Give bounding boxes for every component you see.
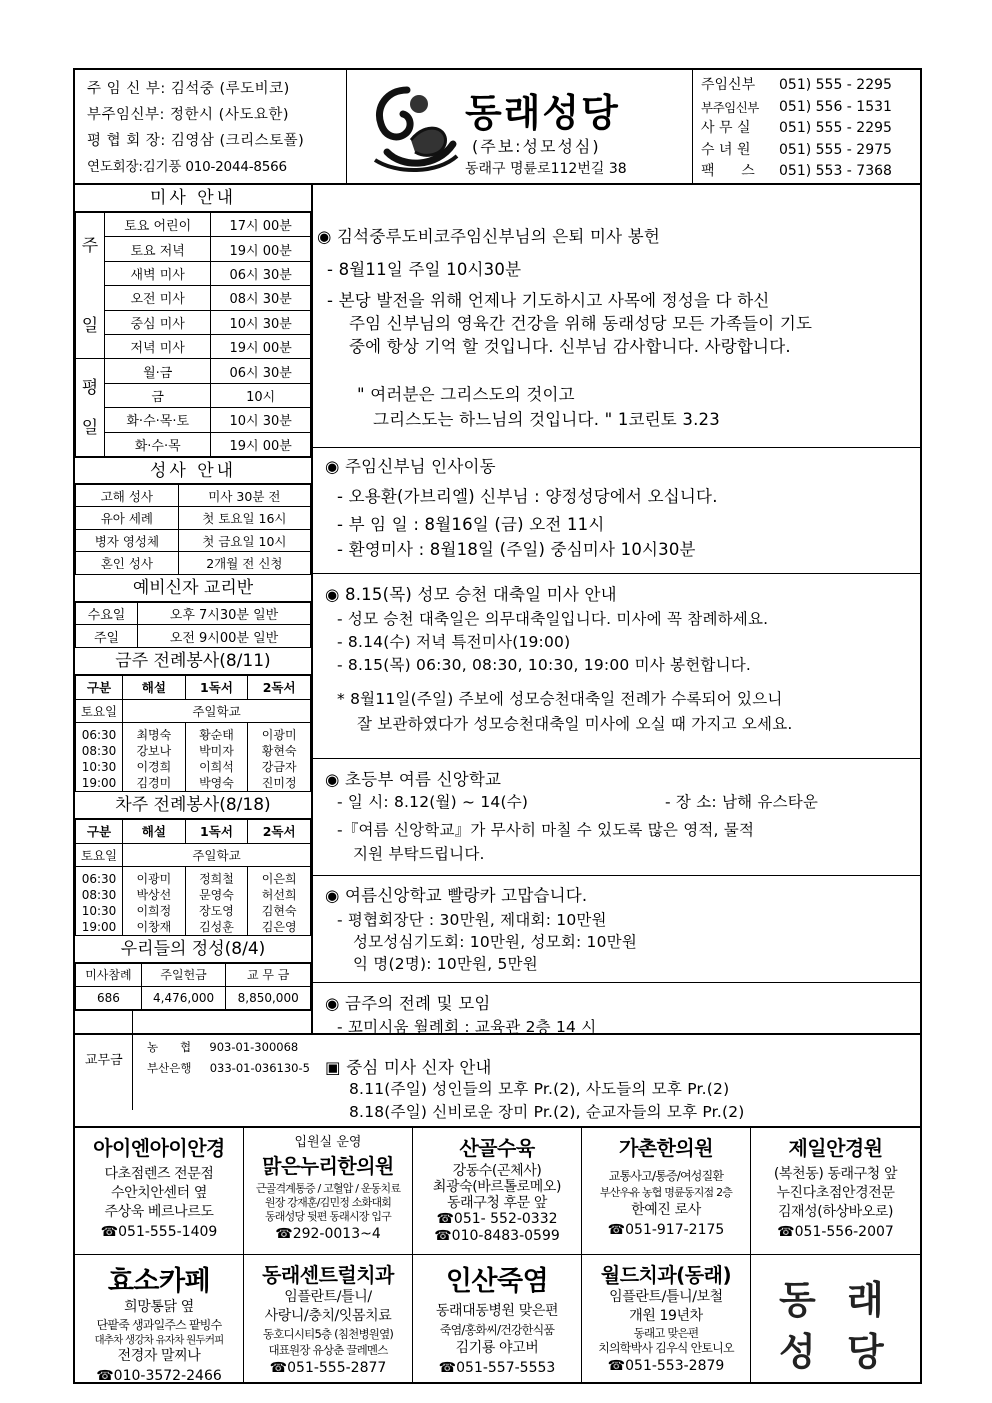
church-identity [347, 70, 692, 183]
ad-church-name [751, 1255, 920, 1382]
offering-value: 8,850,000 [226, 986, 311, 1009]
sacrament-time: 미사 30분 전 [178, 484, 310, 507]
contact-row [701, 75, 920, 97]
contact-list [692, 70, 920, 183]
mass-time: 08시 30분 [211, 286, 311, 310]
ad-line: 희망통닭 옆 [124, 1299, 194, 1315]
section-line: 성모성심기도회: 10만원, 성모회: 10만원 [353, 933, 638, 951]
main-content [313, 185, 922, 1035]
ad-oriental-clinic [582, 1128, 751, 1255]
section-line: - 본당 발전을 위해 언제나 기도하시고 사목에 정성을 다 하신 [327, 291, 770, 310]
names-cell: 이광미 박상선 이희정 이창재 [123, 866, 186, 935]
ad-line: 임플란트/틀니/ [284, 1289, 372, 1305]
section-title: ◉ 김석중루도비코주임신부님의 은퇴 미사 봉헌 [317, 227, 661, 246]
ad-dental [244, 1255, 413, 1382]
contact-number: 051) 555 - 2975 [779, 141, 892, 158]
mass-name: 화·수·목 [105, 432, 211, 456]
bank-accounts [132, 1011, 310, 1110]
section-title: ◉ 금주의 전례 및 모임 [325, 994, 491, 1013]
ad-phone: ☎ 051-555-1409 [75, 1222, 243, 1242]
ad-optical-2 [751, 1128, 920, 1255]
section-title: ◉ 8.15(목) 성모 승천 대축일 미사 안내 [325, 585, 617, 604]
contact-label: 팩 스 [701, 163, 755, 179]
ad-phone: ☎ 051-917-2175 [582, 1220, 750, 1240]
contact-number: 051) 553 - 7368 [779, 163, 892, 179]
church-title: 동래성당 [465, 91, 620, 135]
table-row [76, 675, 311, 699]
ad-line: 주상욱 베르나르도 [104, 1204, 214, 1220]
staff-pastor: 주 임 신 부: 김석중 (루도비코) [87, 81, 290, 97]
mass-name: 새벽 미사 [105, 261, 211, 285]
contact-label: 사 무 실 [701, 120, 751, 136]
ad-name: 가촌한의원 [618, 1136, 714, 1160]
mass-time: 17시 00분 [211, 213, 311, 237]
ad-optical [75, 1128, 244, 1255]
bank-label: 교무금 [85, 1052, 123, 1068]
names-cell: 이광미 황현숙 강금자 진미정 [248, 722, 311, 791]
section-line: 잘 보관하였다가 성모승천대축일 미사에 오실 때 가지고 오세요. [357, 715, 793, 733]
left-border-line [73, 1035, 75, 1126]
church-char: 동 [779, 1278, 816, 1322]
section-title: ▣ 중심 미사 신자 안내 [325, 1058, 492, 1077]
staff-district: 연도회장:김기풍 010-2044-8566 [87, 159, 287, 175]
ad-restaurant [413, 1128, 582, 1255]
sunday-label-1: 주 [81, 235, 99, 256]
offering-value: 4,476,000 [141, 986, 226, 1009]
section-line: 8.11(주일) 성인들의 모후 Pr.(2), 사도들의 모후 Pr.(2) [349, 1080, 730, 1098]
quote-line: 그리스도는 하느님의 것입니다. " 1코린토 3.23 [373, 410, 720, 429]
section-line: - 환영미사 : 8월18일 (주일) 중심미사 10시30분 [337, 540, 696, 559]
section-thanks [313, 876, 920, 983]
servers-next-table [75, 819, 311, 936]
mass-name: 화·수·목·토 [105, 408, 211, 432]
bank-info [75, 1010, 311, 1110]
class-day: 주일 [76, 625, 138, 648]
ad-phone: ☎ 051-556-2007 [751, 1222, 920, 1242]
col-header: 미사참례 [76, 963, 142, 986]
table-row [76, 261, 311, 285]
mass-name: 토요 저녁 [105, 237, 211, 261]
col-header: 구분 [76, 819, 123, 843]
class-time: 오후 7시30분 일반 [138, 602, 311, 625]
section-mass-groups [313, 1035, 922, 1126]
ad-clinic [244, 1128, 413, 1255]
section-line: - 꼬미시움 월례회 : 교육관 2층 14 시 [337, 1018, 597, 1036]
church-char: 래 [847, 1278, 884, 1322]
saturday-value: 주일학교 [123, 843, 311, 866]
table-row [76, 286, 311, 310]
mass-name: 오전 미사 [105, 286, 211, 310]
table-row [76, 866, 311, 935]
ad-name: 동래센트럴치과 [262, 1263, 394, 1287]
sacrament-table [75, 484, 311, 575]
mass-time: 19시 00분 [211, 237, 311, 261]
contact-label: 수 녀 원 [701, 141, 751, 158]
section-line: - 평협회장단 : 30만원, 제대회: 10만원 [337, 911, 607, 929]
table-row [76, 552, 311, 575]
section-title: ◉ 주임신부님 인사이동 [325, 457, 496, 476]
table-row [76, 484, 311, 507]
section-title: ◉ 여름신앙학교 빨랑카 고맙습니다. [325, 886, 588, 905]
section-line: - 성모 승천 대축일은 의무대축일입니다. 미사에 꼭 참례하세요. [337, 610, 769, 628]
left-column [73, 185, 313, 1075]
ad-line: 김기룡 야고버 [455, 1340, 539, 1356]
offering-title: 우리들의 정성(8/4) [75, 936, 311, 963]
contact-label: 주임신부 [701, 77, 756, 93]
section-line: 8.18(주일) 신비로운 장미 Pr.(2), 순교자들의 모후 Pr.(2) [349, 1103, 745, 1121]
section-line: - 일 시: 8.12(월) ~ 14(수) [337, 793, 529, 811]
ad-phone: ☎ 292-0013~4 [244, 1224, 412, 1244]
table-row [76, 602, 311, 625]
offering-value: 686 [76, 986, 142, 1009]
church-patron: (주보:성모성심) [472, 137, 601, 156]
sacrament-name: 고해 성사 [76, 484, 179, 507]
names-cell: 최명숙 강보나 이경희 김경미 [123, 722, 186, 791]
bank-line: 농 협 903-01-300068 [147, 1039, 299, 1054]
sacrament-name: 병자 영성체 [76, 529, 179, 552]
staff-council: 평 협 회 장: 김영삼 (크리스토폴) [87, 133, 305, 149]
names-cell: 정희철 문영숙 장도영 김성훈 [185, 866, 248, 935]
table-row [76, 334, 311, 358]
times-cell: 06:30 08:30 10:30 19:00 [76, 866, 123, 935]
ad-line: 개원 19년차 [629, 1308, 703, 1324]
table-row [76, 963, 311, 986]
saturday-label: 토요일 [76, 843, 123, 866]
contact-row [701, 97, 920, 119]
church-char: 당 [847, 1330, 884, 1374]
ad-top: 입원실 운영 [294, 1135, 362, 1150]
names-cell: 황순태 박미자 이희석 박영숙 [185, 722, 248, 791]
servers-next-title: 차주 전례봉사(8/18) [75, 792, 311, 819]
sunday-label-2: 일 [81, 315, 99, 336]
class-day: 수요일 [76, 602, 138, 625]
ad-line: 동래성당 뒷편 동래시장 입구 [264, 1210, 391, 1223]
section-line: - 오용환(가브리엘) 신부님 : 양정성당에서 오십니다. [337, 487, 718, 506]
table-row [76, 408, 311, 432]
table-row [76, 625, 311, 648]
table-row [76, 432, 311, 456]
table-row [76, 699, 311, 722]
ad-line: 김재성(하상바오로) [777, 1204, 894, 1220]
mass-table [75, 212, 311, 457]
col-header: 주일헌금 [141, 963, 226, 986]
contact-number: 051) 555 - 2295 [779, 77, 892, 93]
contact-number: 051) 556 - 1531 [779, 98, 892, 115]
ad-phone: ☎ 051-553-2879 [582, 1356, 750, 1376]
ad-bamboo-salt [413, 1255, 582, 1382]
col-header: 2독서 [248, 675, 311, 699]
section-meetings [313, 983, 920, 1035]
ad-line: 단팥죽 생과일주스 팥빙수 [96, 1318, 222, 1332]
ad-line: 강동수(곤체사) [452, 1163, 542, 1179]
mass-time: 19시 00분 [211, 334, 311, 358]
staff-assistant: 부주임신부: 정한시 (사도요한) [87, 107, 290, 123]
table-row [76, 843, 311, 866]
class-time: 오전 9시00분 일반 [138, 625, 311, 648]
table-row [76, 819, 311, 843]
sacrament-time: 첫 금요일 10시 [178, 529, 310, 552]
weekday-label-2: 일 [81, 417, 99, 438]
table-row [76, 310, 311, 334]
col-header: 1독서 [185, 675, 248, 699]
ad-line: 동래구청 후문 앞 [447, 1195, 547, 1211]
table-row [76, 986, 311, 1009]
section-line: 중에 항상 기억 할 것입니다. 신부님 감사합니다. 사랑합니다. [349, 337, 791, 356]
ad-name: 제일안경원 [788, 1136, 883, 1160]
section-assumption [313, 574, 920, 759]
mass-time: 06시 30분 [211, 261, 311, 285]
mass-time: 10시 30분 [211, 408, 311, 432]
col-header: 2독서 [248, 819, 311, 843]
ad-line: 다초점렌즈 전문점 [104, 1166, 214, 1182]
servers-this-title: 금주 전례봉사(8/11) [75, 648, 311, 675]
staff-list [75, 70, 347, 183]
contact-row [701, 140, 920, 162]
ad-phone: ☎ 010-8483-0599 [413, 1228, 581, 1245]
ad-line: 부산우유 농협 명륜동지점 2층 [599, 1186, 733, 1199]
section-line: - 8.14(수) 저녁 특전미사(19:00) [337, 633, 571, 651]
ad-line: 누진다초점안경전문 [776, 1185, 895, 1201]
ad-name: 아이엔아이안경 [93, 1136, 225, 1160]
bank-line: 부산은행 033-01-036130-5 [147, 1060, 310, 1075]
ad-line: 전경자 말찌나 [117, 1348, 201, 1364]
table-row [76, 529, 311, 552]
ad-name: 산골수육 [459, 1136, 535, 1160]
section-line: - 부 임 일 : 8월16일 (금) 오전 11시 [337, 515, 605, 534]
mass-title: 미사 안내 [75, 185, 311, 212]
church-logo-icon [367, 82, 462, 174]
ad-world-dental [582, 1255, 751, 1382]
quote-line: " 여러분은 그리스도의 것이고 [357, 385, 575, 404]
ad-line: 한예진 로사 [631, 1202, 701, 1218]
sacrament-name: 혼인 성사 [76, 552, 179, 575]
church-char: 성 [779, 1330, 816, 1374]
ad-line: 수안치안센터 옆 [111, 1185, 207, 1201]
ad-name: 월드치과(동래) [600, 1263, 732, 1287]
ad-cafe [75, 1255, 244, 1382]
weekday-label [76, 359, 105, 457]
sacrament-title: 성사 안내 [75, 457, 311, 484]
table-row [76, 213, 311, 237]
ads-grid [73, 1126, 922, 1384]
ad-line: 대표원장 유상춘 끌레멘스 [268, 1343, 388, 1357]
col-header: 구분 [76, 675, 123, 699]
sacrament-time: 첫 토요일 16시 [178, 507, 310, 530]
servers-this-table [75, 675, 311, 792]
times-cell: 06:30 08:30 10:30 19:00 [76, 722, 123, 791]
col-header: 1독서 [185, 819, 248, 843]
ad-phone: ☎ 051-555-2877 [244, 1358, 412, 1378]
sacrament-time: 2개월 전 신청 [178, 552, 310, 575]
col-header: 교 무 금 [226, 963, 311, 986]
section-line: - 8.15(목) 06:30, 08:30, 10:30, 19:00 미사 봉헌합니다. [337, 656, 752, 674]
section-line: - 장 소: 남해 유스타운 [665, 793, 819, 811]
catechumen-table [75, 602, 311, 648]
ad-name: 맑은누리한의원 [262, 1154, 394, 1178]
mass-name: 중심 미사 [105, 310, 211, 334]
ad-line: 치의학박사 김우식 안토니오 [598, 1341, 734, 1355]
section-line: 주임 신부님의 영육간 건강을 위해 동래성당 모든 가족들이 기도 [349, 314, 813, 333]
section-line: * 8월11일(주일) 주보에 성모승천대축일 전례가 수록되어 있으니 [337, 690, 783, 708]
col-header: 해설 [123, 819, 186, 843]
ad-line: (복천동) 동래구청 앞 [773, 1166, 898, 1182]
contact-row [701, 118, 920, 140]
catechumen-title: 예비신자 교리반 [75, 575, 311, 602]
header [73, 68, 922, 185]
table-row [76, 359, 311, 383]
section-line: - 8월11일 주일 10시30분 [327, 260, 522, 279]
ad-name: 인산죽염 [445, 1266, 549, 1297]
section-transfer [313, 448, 920, 574]
sunday-label [76, 213, 105, 359]
saturday-value: 주일학교 [123, 699, 311, 722]
sacrament-name: 유아 세례 [76, 507, 179, 530]
table-row [76, 237, 311, 261]
ad-phone: ☎ 051- 552-0332 [413, 1211, 581, 1228]
mass-name: 금 [105, 383, 211, 407]
ad-line: 동래고 맞은편 [633, 1326, 699, 1340]
section-line: 익 명(2명): 10만원, 5만원 [353, 955, 538, 973]
saturday-label: 토요일 [76, 699, 123, 722]
mass-name: 저녁 미사 [105, 334, 211, 358]
mass-name: 토요 어린이 [105, 213, 211, 237]
ad-phone: ☎ 010-3572-2466 [75, 1366, 243, 1382]
contact-number: 051) 555 - 2295 [779, 120, 892, 136]
ad-line: 죽염/홍화씨/건강한식품 [439, 1323, 555, 1337]
section-retirement [313, 185, 920, 448]
contact-row [701, 161, 920, 183]
ad-line: 임플란트/틀니/보철 [609, 1289, 723, 1305]
contact-label: 부주임신부 [701, 99, 759, 115]
ad-line: 동래대동병원 맞은편 [435, 1303, 559, 1319]
mass-time: 19시 00분 [211, 432, 311, 456]
mass-time: 06시 30분 [211, 359, 311, 383]
ad-line: 교통사고/통증/여성질환 [608, 1169, 724, 1183]
table-row [76, 722, 311, 791]
table-row [76, 507, 311, 530]
mass-time: 10시 [211, 383, 311, 407]
church-address: 동래구 명륜로112번길 38 [465, 161, 627, 177]
section-title: ◉ 초등부 여름 신앙학교 [325, 770, 502, 789]
ad-line: 최광숙(바르톨로메오) [432, 1179, 562, 1195]
offering-table [75, 963, 311, 1010]
ad-phone: ☎ 051-557-5553 [413, 1358, 581, 1378]
ad-line: 동호디시티5층 (침천병원옆) [262, 1327, 394, 1341]
ad-line: 근골격계통증 / 고혈압 / 운동치료 [255, 1182, 401, 1195]
col-header: 해설 [123, 675, 186, 699]
mass-time: 10시 30분 [211, 310, 311, 334]
section-summer-school [313, 759, 920, 876]
ad-line: 대추차 생강차 유자차 원두커피 [94, 1334, 224, 1346]
ad-line: 사랑니/충치/잇몸치료 [264, 1308, 392, 1324]
names-cell: 이은희 허선희 김현숙 김은영 [248, 866, 311, 935]
weekday-label-1: 평 [81, 377, 99, 398]
table-row [76, 383, 311, 407]
ad-line: 원장 강재훈/김민정 소화대회 [264, 1196, 392, 1209]
section-line: 지원 부탁드립니다. [353, 845, 485, 863]
mass-name: 월·금 [105, 359, 211, 383]
ad-name: 효소카페 [107, 1266, 211, 1297]
section-line: -『여름 신앙학교』가 무사히 마칠 수 있도록 많은 영적, 물적 [337, 821, 755, 839]
